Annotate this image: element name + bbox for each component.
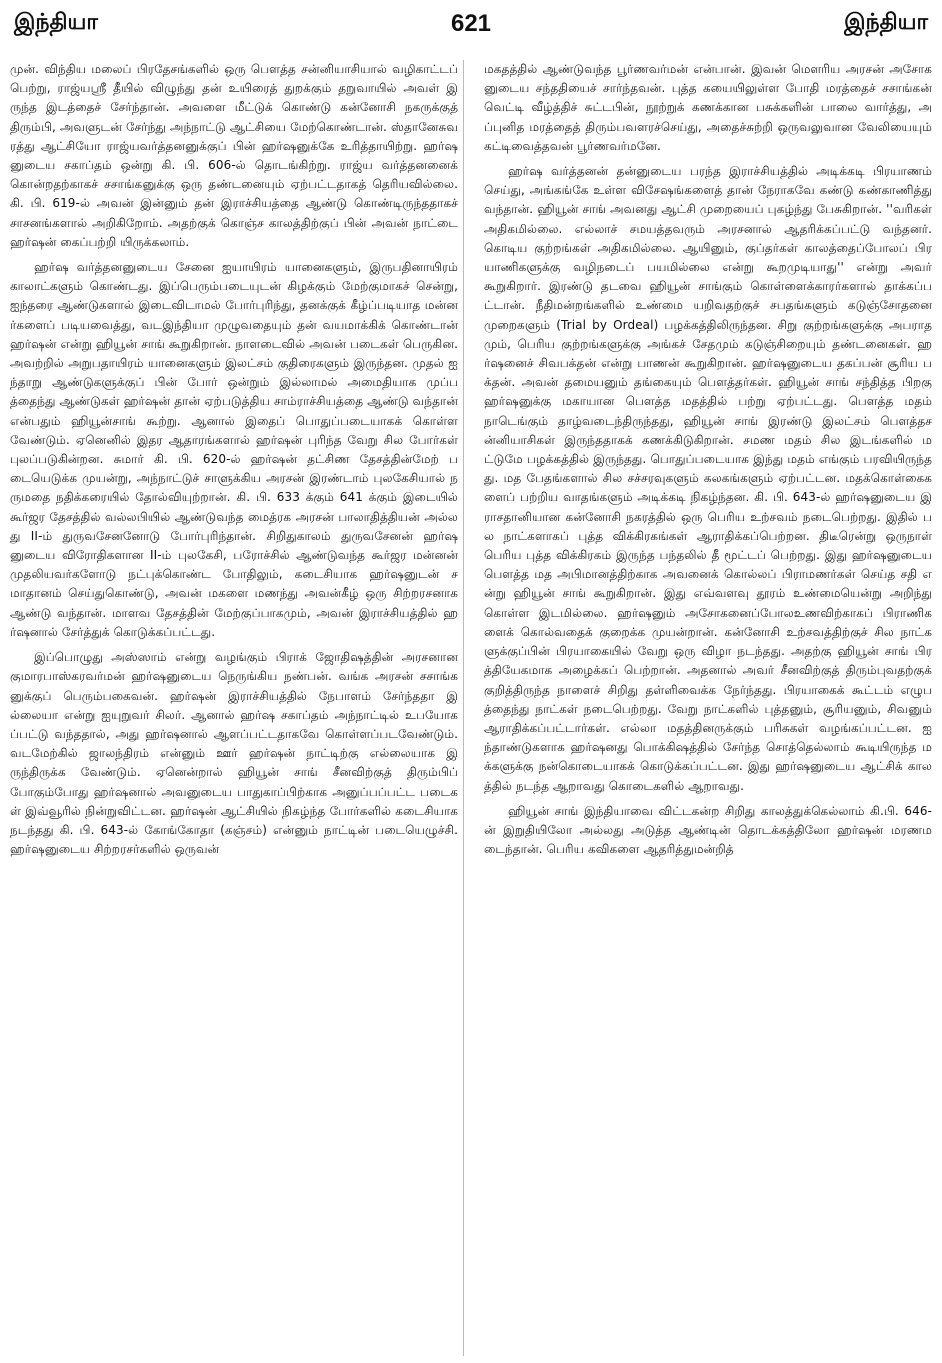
page-header bbox=[0, 0, 942, 46]
paragraph: இப்பொழுது அஸ்ஸாம் என்று வழங்கும் பிராக் ஜோதிஷத்தின் அரசனான குமாரபாஸ்கரவர்மன் ஹர்ஷனுடைய நெருங்கிய நண்பன். வங்க அரசன் சசாங்கனுக்குப் பெரும்பகைவன். ஹர்ஷன் இராச்சியத்தில் நேபாளம் சேர்ந்ததா இல்லையா என்று ஐயுறுவர் சிலர். ஆனால் ஹர்ஷ சகாப்தம் அந்நாட்டில் உபயோகப்பட்டு வந்ததால், அது ஹர்ஷனால் ஆளப்பட்டதாகவே கொள்ளப்படவேண்டும். வடமேற்கில் ஜாலந்திரம் என்னும் ஊர் ஹர்ஷன் நாட்டிற்கு எல்லையாக இருந்திருக்க வேண்டும். ஏனென்றால் ஹியூன் சாங் சீனவிற்குத் திரும்பிப் போகும்போது ஹர்ஷனால் அவனுடைய பாதுகாப்பிற்காக அனுப்பப்பட்ட படைகள் இவ்வூரில் நின்றுவிட்டன. ஹர்ஷன் ஆட்சியில் நிகழ்ந்த போர்களில் கடைசியாக நடந்தது கி. பி. 643-ல் கோங்கோதா (கஞ்சம்) என்னும் நாட்டின் படையெழுச்சி. ஹர்ஷனுடைய சிற்றரசர்களில் ஒருவன் bbox=[10, 650, 458, 857]
paragraph: ஹர்ஷ வர்த்தனன் தன்னுடைய பரந்த இராச்சியத்தில் அடிக்கடி பிரயாணம் செய்து, அங்கங்கே உள்ள விசேஷங்களைத் தான் நேராகவே கண்டு கண்காணித்து வந்தான். ஹியூன் சாங் அவனது ஆட்சி முறையைப் புகழ்ந்து பேசுகிறான். ''வரிகள் அதிகமில்லை. எல்லாச் சமயத்தவரும் அரசனால் ஆதரிக்கப்பட்டு வந்தனர். கொடிய குற்றங்கள் அதிகமில்லை. ஆயினும், குப்தர்கள் காலத்தைப்போலப் பிரயாணிகளுக்கு வழிநடைப் பயமில்லை என்று கூறமுடியாது'' என்று அவர் கூறுகிறார். இரண்டு தடவை ஹியூன் சாங்கும் கொள்ளைக்காரர்களால் தாக்கப்பட்டான். நீதிமன்றங்களில் உண்மை யறிவதற்குச் சபதங்களும் கடுஞ்சோதனை முறைகளும் (Trial by Ordeal) பழக்கத்திலிருந்தன. சிறு குற்றங்களுக்கு அபராதமும், பெரிய குற்றங்களுக்கு அங்கச் சேதமும் கடுஞ்சிறையும் தண்டனைகள். ஹர்ஷனைச் சிவபக்தன் என்று பாணன் கூறுகிறான். ஹர்ஷனுடைய தகப்பன் சூரிய பக்தன். அவன் தமையனும் தங்கையும் பௌத்தர்கள். ஹியூன் சாங் சந்தித்த பிறகு ஹர்ஷனுக்கு மகாயான பௌத்த மதத்தில் பற்று ஏற்பட்டது. பௌத்த மதம் நாடெங்கும் தாழ்வடைந்திருந்தது, ஹியூன் சாங் இரண்டு இலட்சம் பௌத்தசன்னியாசிகள் இருந்ததாகக் கணக்கிடுகிறான். சமண மதம் சில இடங்களில் மட்டுமே பழக்கத்தில் இருந்தது. பொதுப்படையாக இந்து மதம் எங்கும் பரவியிருந்தது. மத பேதங்களால் சில சச்சரவுகளும் கலகங்களும் ஏற்பட்டன. மதக்கொள்கைகளைப் பற்றிய வாதங்களும் அடிக்கடி நிகழ்ந்தன. கி. பி. 643-ல் ஹர்ஷனுடைய இராசதானியான கன்னோசி நகரத்தில் ஒரு பெரிய உற்சவம் நடைபெற்றது. இதில் பல நாட்களாகப் புத்த விக்கிரகங்கள் ஆராதிக்கப்பெற்றன. திடீரென்று ஒருநாள் பெரிய புத்த விக்கிரகம் இருந்த பந்தலில் தீ மூட்டப் பெற்றது. இது ஹர்ஷனுடைய பௌத்த மத அபிமானத்திற்காக அவனைக் கொல்லப் பிராமணர்கள் செய்த சதி என்று ஹியூன் சாங் கூறுகிறான். இது எவ்வளவு தூரம் உண்மையென்று அறிந்து கொள்ள இடமில்லை. ஹர்ஷனும் அசோகனைப்போலஉணவிற்காகப் பிராணிகளைக் கொல்வதைக் குறைக்க முயன்றான். கன்னோசி உற்சவத்திற்குச் சில நாட்களுக்குப்பின் பிரயாகையில் வேறு ஒரு விழா நடந்தது. அதற்கு ஹியூன் சாங் பிரத்தியேகமாக அழைக்கப் பெற்றான். அதனால் அவர் சீனவிற்குத் திரும்புவதற்குக் குறித்திருந்த நாளைச் சிறிது தள்ளிவைக்க நேர்ந்தது. பிரயாகைக் கூட்டம் எழுபத்தைந்து நாட்கள் நடைபெற்றது. வேறு நாட்களில் புத்தனும், சூரியனும், சிவனும் ஆராதிக்கப்பட்டார்கள். எல்லா மதத்தினருக்கும் பரிசுகள் வழங்கப்பட்டன. ஐந்தாண்டுகளாக ஹர்ஷனது பொக்கிஷத்தில் சேர்ந்த சொத்தெல்லாம் கூடியிருந்த மக்களுக்கு நன்கொடையாகக் கொடுக்கப்பட்டன. இது ஹர்ஷனுடைய ஆட்சிக் காலத்தில் நடந்த ஆறாவது கொடைகளில் ஆறாவது. bbox=[484, 164, 932, 793]
right-column bbox=[484, 60, 932, 1360]
page-number: 621 bbox=[450, 10, 492, 37]
paragraph: மகதத்தில் ஆண்டுவந்த பூர்ணவர்மன் என்பான். இவன் மௌரிய அரசன் அசோகனுடைய சந்ததியைச் சார்ந்தவன். புத்த கயையிலுள்ள போதி மரத்தைச் சசாங்கன் வெட்டி வீழ்த்திச் சுட்டபின், நூற்றுக் கணக்கான பசுக்களின் பாலை வார்த்து, அப்புனித மரத்தைத் திரும்பவளரச்செய்து, அதைச்சுற்றி ஒருவலுவான வேலியையும் கட்டிவைத்தவன் பூர்ணவர்மனே. bbox=[484, 62, 932, 153]
paragraph: முன். விந்திய மலைப் பிரதேசங்களில் ஒரு பௌத்த சன்னியாசியால் வழிகாட்டப் பெற்று, ராஜ்யஸ்ரீ தீயில் விழுந்து தன் உயிரைத் துறக்கும் தறுவாயில் அவள் இருந்த இடத்தைச் சேர்ந்தான். அவளை மீட்டுக் கொண்டு கன்னோசி நகருக்குத் திரும்பி, அவளுடன் சேர்ந்து அந்நாட்டு ஆட்சியை மேற்கொண்டான். ஸ்தானேசுவரத்து ஆட்சியோ ராஜ்யவர்த்தனனுக்குப் பின் ஹர்ஷனுக்கே உரித்தாயிற்று. ஹர்ஷனுடைய சகாப்தம் ஒன்று கி. பி. 606-ல் தொடங்கிற்று. ராஜ்ய வர்த்தனனைக் கொன்றதற்காகச் சசாங்கனுக்கு ஒரு தண்டனையும் ஏற்பட்டதாகத் தெரியவில்லை. கி. பி. 619-ல் அவன் இன்னும் தன் இராச்சியத்தை ஆண்டு கொண்டிருந்ததாகச் சாசனங்களால் அறிகிறோம். அதற்குக் கொஞ்ச காலத்திற்குப் பின் அவன் நாட்டை ஹர்ஷன் கைப்பற்றி யிருக்கலாம். bbox=[10, 62, 458, 249]
text-columns bbox=[10, 60, 932, 1360]
paragraph: ஹியூன் சாங் இந்தியாவை விட்டகன்ற சிறிது காலத்துக்கெல்லாம் கி.பி. 646-ன் இறுதியிலோ அல்லது அடுத்த ஆண்டின் தொடக்கத்திலோ ஹர்ஷன் மரணமடைந்தான். பெரிய கவிகளை ஆதரித்துமன்றித் bbox=[484, 803, 932, 857]
running-head-left: இந்தியா bbox=[14, 10, 98, 35]
paragraph: ஹர்ஷ வர்த்தனனுடைய சேனை ஐயாயிரம் யானைகளும், இருபதினாயிரம் காலாட்களும் கொண்டது. இப்பெரும்படையுடன் கிழக்கும் மேற்குமாகச் சென்று, ஐந்தரை ஆண்டுகளால் இடைவிடாமல் போர்புரிந்து, தனக்குக் கீழ்ப்படியாத மன்னர்களைப் படியவைத்து, வடஇந்தியா முழுவதையும் தன் வயமாக்கிக் கொண்டான் ஹர்ஷன் என்று ஹியூன் சாங் கூறுகிறான். நாளடைவில் அவன் படைகள் பெருகின. அவற்றில் அறுபதாயிரம் யானைகளும் இலட்சம் குதிரைகளும் இருந்தன. முதல் ஐந்தாறு ஆண்டுகளுக்குப் பின் போர் ஒன்றும் இல்லாமல் அமைதியாக முப்பத்தைந்து ஆண்டுகள் ஹர்ஷன் தான் ஏற்படுத்திய சாம்ராச்சியத்தை ஆண்டு வந்தான் என்பதும் ஹியூன்சாங் கூற்று. ஆனால் இதைப் பொதுப்படையாகக் கொள்ளவேண்டும். ஏனெனில் இதர ஆதாரங்களால் ஹர்ஷன் புரிந்த வேறு சில போர்கள் புலப்படுகின்றன. சுமார் கி. பி. 620-ல் ஹர்ஷன் தட்சிண தேசத்தின்மேற் படையெடுக்க முயன்று, அந்நாட்டுச் சாளுக்கிய அரசன் இரண்டாம் புலகேசியால் நருமதை நதிக்கரையில் தோல்வியுற்றான். கி. பி. 633 க்கும் 641 க்கும் இடையில் கூர்ஜர தேசத்தில் வல்லபியில் ஆண்டுவந்த மைத்ரக அரசன் பாலாதித்தியன் அல்லது II-ம் துருவசேனனோடு போர்புரிந்தான். சிறிதுகாலம் துருவசேனன் ஹர்ஷனுடைய விரோதிகளான II-ம் புலகேசி, பரோச்சில் ஆண்டுவந்த கூர்ஜர மன்னன் முதலியவர்களோடு நட்புக்கொண்ட போதிலும், கடைசியாக ஹர்ஷனுடன் சமாதானம் செய்துகொண்டு, அவன் மகளை மணந்து அவன்கீழ் ஒரு சிற்றரசனாக ஆண்டு வந்தான். மாளவ தேசத்தின் மேற்குப்பாகமும், அவன் இராச்சியத்தில் ஹர்ஷனால் சேர்த்துக் கொடுக்கப்பட்டது. bbox=[10, 260, 458, 639]
left-column bbox=[10, 60, 458, 1360]
running-head-right: இந்தியா bbox=[844, 10, 928, 35]
